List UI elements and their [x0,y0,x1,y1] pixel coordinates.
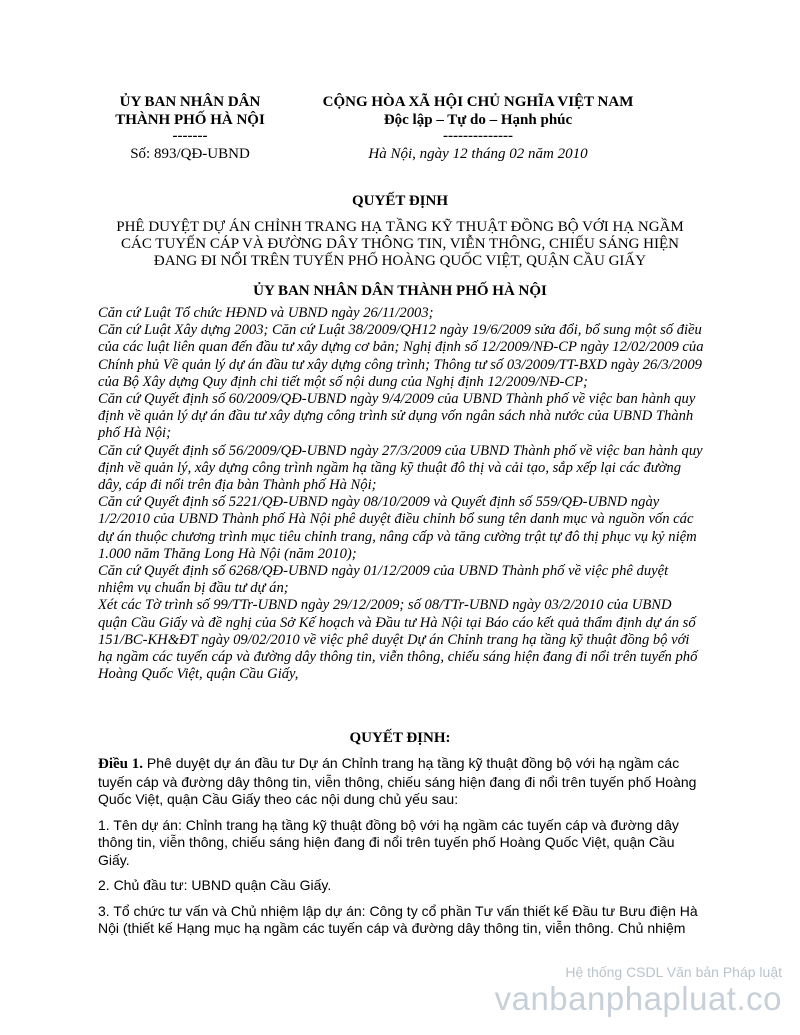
national-motto: Độc lập – Tự do – Hạnh phúc [383,112,573,128]
issuer-separator: ------- [172,128,208,144]
list-item: 2. Chủ đầu tư: UBND quận Cầu Giấy. [98,877,332,893]
legal-bases [98,305,704,683]
decision-body [98,755,704,938]
article-1-text: Phê duyệt dự án đầu tư Dự án Chỉnh trang hạ tầng kỹ thuật đồng bộ với hạ ngầm các tuyến cáp và đường dây thông tin, viễn thông, chiếu sáng hiện đang đi nổi trên tuyến phố Hoàng Quốc Việt, quận Cầu Giấy theo các nội dung chủ yếu sau: [98,755,697,807]
document-date: Hà Nội, ngày 12 tháng 02 năm 2010 [368,146,588,162]
document-type: QUYẾT ĐỊNH [352,193,448,209]
legal-basis: Căn cứ Quyết định số 6268/QĐ-UBND ngày 01/12/2009 của UBND Thành phố về việc phê duyệt nhiệm vụ chuẩn bị đầu tư dự án; [98,563,669,597]
document-number: Số: 893/QĐ-UBND [130,146,250,162]
article-1 [98,755,704,809]
article-1-label: Điều 1. [98,756,143,772]
legal-basis: Xét các Tờ trình số 99/TTr-UBND ngày 29/12/2009; số 08/TTr-UBND ngày 03/2/2010 của UBND quận Cầu Giấy và đề nghị của Sở Kế hoạch và Đầu tư Hà Nội tại Báo cáo kết quả thẩm định dự án số 151/BC-KH&ĐT ngày 09/02/2010 về việc phê duyệt Dự án Chỉnh trang hạ tầng kỹ thuật đồng bộ với hạ ngầm các tuyến cáp và đường dây thông tin, viễn thông, chiếu sáng hiện đang đi nổi trên tuyến phố Hoàng Quốc Việt, quận Cầu Giấy, [98,597,698,683]
issuer-header [98,93,282,163]
legal-basis: Căn cứ Quyết định số 5221/QĐ-UBND ngày 08/10/2009 và Quyết định số 559/QĐ-UBND ngày 1/2/2010 của UBND Thành phố Hà Nội phê duyệt điều chỉnh bổ sung tên danh mục và nguồn vốn các dự án thuộc chương trình mục tiêu chỉnh trang, nâng cấp và tăng cường trật tự đô thị phục vụ kỷ niệm 1.000 năm Thăng Long Hà Nội (năm 2010); [98,494,697,562]
list-item: 3. Tổ chức tư vấn và Chủ nhiệm lập dự án: Công ty cổ phần Tư vấn thiết kế Đầu tư Bưu điện Hà Nội (thiết kế Hạng mục hạ ngầm các tuyến cáp và đường dây thông tin, viễn thông. Chủ nhiệm [98,902,698,936]
national-title: CỘNG HÒA XÃ HỘI CHỦ NGHĨA VIỆT NAM [322,94,634,110]
legal-basis: Căn cứ Quyết định số 56/2009/QĐ-UBND ngày 27/3/2009 của UBND Thành phố về việc ban hành quy định về quản lý, xây dựng công trình ngầm hạ tầng kỹ thuật đô thị và cải tạo, sắp xếp lại các đường dây, cáp đi nổi trên địa bàn Thành phố Hà Nội; [98,442,703,494]
legal-basis: Căn cứ Quyết định số 60/2009/QĐ-UBND ngày 9/4/2009 của UBND Thành phố về việc ban hành quy định về quản lý dự án đầu tư xây dựng công trình sử dụng vốn ngân sách nhà nước của UBND Thành phố Hà Nội; [98,391,696,442]
list-item: 1. Tên dự án: Chỉnh trang hạ tầng kỹ thuật đồng bộ với hạ ngầm các tuyến cáp và đường dây thông tin, viễn thông, chiếu sáng hiện đang đi nổi trên tuyến phố Hoàng Quốc Việt, quận Cầu Giấy. [98,816,679,868]
watermark-site: vanbanphapluat.co [494,980,782,1017]
issuer-line-1: ỦY BAN NHÂN DÂN [119,94,261,110]
document-subtitle: PHÊ DUYỆT DỰ ÁN CHỈNH TRANG HẠ TẦNG KỸ THUẬT ĐỒNG BỘ VỚI HẠ NGẦM CÁC TUYẾN CÁP VÀ ĐƯỜNG DÂY THÔNG TIN, VIỄN THÔNG, CHIẾU SÁNG HIỆN ĐANG ĐI NỔI TRÊN TUYẾN PHỐ HOÀNG QUỐC VIỆT, QUẬN CẦU GIẤY [116,219,684,269]
national-header [298,93,658,163]
legal-basis: Căn cứ Luật Xây dựng 2003; Căn cứ Luật 38/2009/QH12 ngày 19/6/2009 sửa đổi, bổ sung một số điều của các luật liên quan đến đầu tư xây dựng cơ bản; Nghị định số 12/2009/NĐ-CP ngày 12/02/2009 của Chính phủ Về quản lý dự án đầu tư xây dựng công trình; Thông tư số 03/2009/TT-BXD ngày 26/3/2009 của Bộ Xây dựng Quy định chi tiết một số nội dung của Nghị định 12/2009/NĐ-CP; [98,322,704,390]
issuing-body: ỦY BAN NHÂN DÂN THÀNH PHỐ HÀ NỘI [253,283,547,299]
decision-heading: QUYẾT ĐỊNH: [349,730,451,746]
legal-basis: Căn cứ Luật Tổ chức HĐND và UBND ngày 26/11/2003; [98,305,434,321]
issuer-line-2: THÀNH PHỐ HÀ NỘI [115,112,265,128]
national-separator: -------------- [443,128,513,144]
watermark-caption: Hệ thống CSDL Văn bản Pháp luật [565,964,782,980]
